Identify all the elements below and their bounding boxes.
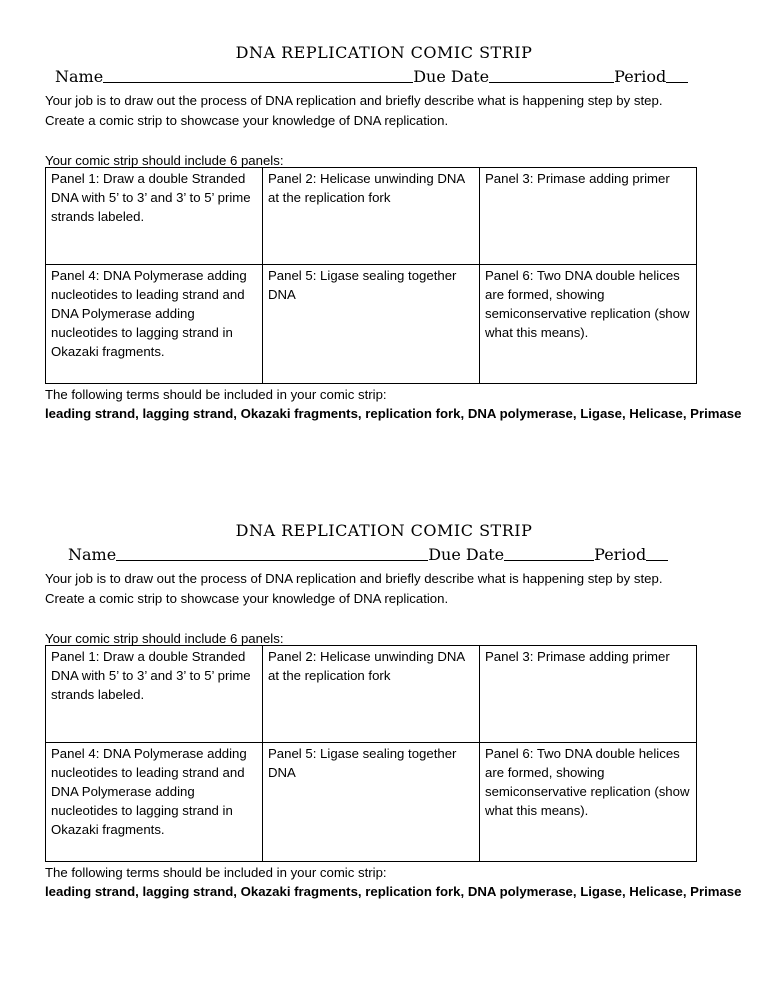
terms-intro: The following terms should be included in your comic strip: bbox=[45, 387, 387, 402]
terms-list: leading strand, lagging strand, Okazaki fragments, replication fork, DNA polymerase, Ligase, Helicase, Primase bbox=[45, 884, 742, 899]
panels-table bbox=[45, 167, 697, 384]
period-field[interactable] bbox=[646, 546, 668, 561]
period-field[interactable] bbox=[666, 68, 688, 83]
due-date-label: Due Date bbox=[413, 67, 490, 86]
name-date-period-line bbox=[55, 67, 688, 86]
due-date-label: Due Date bbox=[428, 545, 505, 564]
name-label: Name bbox=[55, 67, 104, 86]
worksheet-title: DNA REPLICATION COMIC STRIP bbox=[235, 43, 533, 62]
terms-section bbox=[45, 863, 745, 900]
terms-section bbox=[45, 385, 745, 422]
instructions bbox=[45, 91, 745, 131]
panel-5-cell: Panel 5: Ligase sealing together DNA bbox=[263, 743, 480, 862]
panel-4-cell: Panel 4: DNA Polymerase adding nucleotides to leading strand and DNA Polymerase adding nucleotides to lagging strand in Okazaki fragments. bbox=[46, 743, 263, 862]
name-label: Name bbox=[68, 545, 117, 564]
panel-4-cell: Panel 4: DNA Polymerase adding nucleotides to leading strand and DNA Polymerase adding nucleotides to lagging strand in Okazaki fragments. bbox=[46, 265, 263, 384]
panels-table bbox=[45, 645, 697, 862]
panel-1-cell: Panel 1: Draw a double Stranded DNA with 5’ to 3’ and 3’ to 5’ prime strands labeled. bbox=[46, 168, 263, 265]
due-date-field[interactable] bbox=[504, 546, 594, 561]
panel-6-cell: Panel 6: Two DNA double helices are formed, showing semiconservative replication (show what this means). bbox=[480, 265, 697, 384]
panel-3-cell: Panel 3: Primase adding primer bbox=[480, 646, 697, 743]
terms-list: leading strand, lagging strand, Okazaki fragments, replication fork, DNA polymerase, Ligase, Helicase, Primase bbox=[45, 406, 742, 421]
panel-3-cell: Panel 3: Primase adding primer bbox=[480, 168, 697, 265]
instructions-line-2: Create a comic strip to showcase your knowledge of DNA replication. bbox=[45, 591, 449, 606]
panel-6-cell: Panel 6: Two DNA double helices are formed, showing semiconservative replication (show what this means). bbox=[480, 743, 697, 862]
name-field[interactable] bbox=[103, 68, 413, 83]
terms-intro: The following terms should be included in your comic strip: bbox=[45, 865, 387, 880]
instructions-line-2: Create a comic strip to showcase your knowledge of DNA replication. bbox=[45, 113, 449, 128]
instructions bbox=[45, 569, 745, 609]
name-date-period-line bbox=[68, 545, 668, 564]
worksheet-title: DNA REPLICATION COMIC STRIP bbox=[235, 521, 533, 540]
panel-5-cell: Panel 5: Ligase sealing together DNA bbox=[263, 265, 480, 384]
due-date-field[interactable] bbox=[489, 68, 614, 83]
panel-2-cell: Panel 2: Helicase unwinding DNA at the replication fork bbox=[263, 168, 480, 265]
panels-intro: Your comic strip should include 6 panels: bbox=[45, 153, 284, 168]
instructions-line-1: Your job is to draw out the process of DNA replication and briefly describe what is happening step by step. bbox=[45, 93, 663, 108]
panel-1-cell: Panel 1: Draw a double Stranded DNA with 5’ to 3’ and 3’ to 5’ prime strands labeled. bbox=[46, 646, 263, 743]
period-label: Period bbox=[594, 545, 647, 564]
period-label: Period bbox=[614, 67, 667, 86]
panels-intro: Your comic strip should include 6 panels: bbox=[45, 631, 284, 646]
panel-2-cell: Panel 2: Helicase unwinding DNA at the replication fork bbox=[263, 646, 480, 743]
name-field[interactable] bbox=[116, 546, 428, 561]
instructions-line-1: Your job is to draw out the process of DNA replication and briefly describe what is happening step by step. bbox=[45, 571, 663, 586]
